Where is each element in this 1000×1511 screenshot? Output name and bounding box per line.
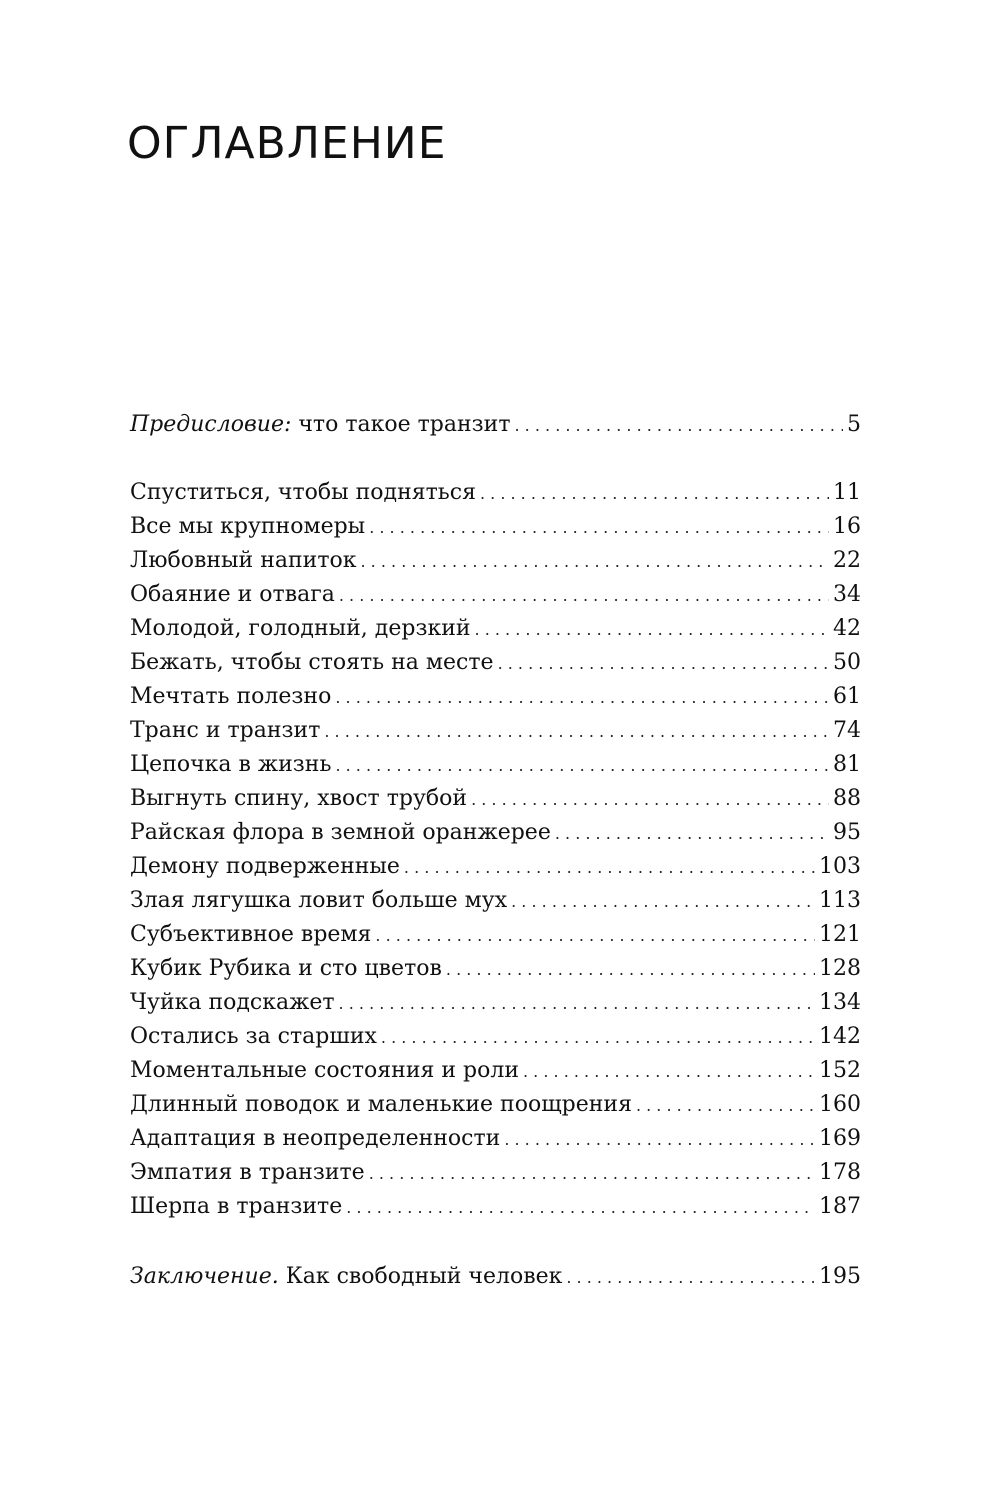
dot-leader <box>446 952 815 987</box>
toc-entry <box>130 544 861 578</box>
dot-leader <box>636 1088 815 1123</box>
dot-leader <box>339 986 815 1021</box>
toc-entry <box>130 578 861 612</box>
toc-entry-title: Эмпатия в транзите <box>130 1160 365 1185</box>
dot-leader <box>475 612 829 647</box>
toc-chapter-list <box>130 476 861 1224</box>
dot-leader <box>369 510 829 545</box>
toc-entry-title: Транс и транзит <box>130 718 321 743</box>
toc-entry-page: 88 <box>833 786 861 811</box>
toc-entry <box>130 986 861 1020</box>
toc-entry-title: Цепочка в жизнь <box>130 752 332 777</box>
dot-leader <box>471 782 829 817</box>
toc-entry <box>130 918 861 952</box>
toc-entry <box>130 680 861 714</box>
toc-entry <box>130 850 861 884</box>
toc-entry-page: 22 <box>833 548 861 573</box>
toc-entry-title: Злая лягушка ловит больше мух <box>130 888 508 913</box>
toc-entry-page: 113 <box>819 888 861 913</box>
toc-entry-title: Длинный поводок и маленькие поощрения <box>130 1092 632 1117</box>
dot-leader <box>375 918 815 953</box>
toc-entry-title-text: Как свободный человек <box>278 1264 563 1289</box>
toc-entry-page: 160 <box>819 1092 861 1117</box>
dot-leader <box>324 714 829 749</box>
dot-leader <box>335 748 829 783</box>
toc-entry-page: 134 <box>819 990 861 1015</box>
dot-leader <box>480 476 829 511</box>
toc-entry-conclusion <box>130 1260 861 1294</box>
toc-entry <box>130 612 861 646</box>
toc-entry-title <box>130 1260 562 1294</box>
toc-entry-page: 103 <box>819 854 861 879</box>
dot-leader <box>381 1020 815 1055</box>
dot-leader <box>369 1156 815 1191</box>
toc-entry-page: 142 <box>819 1024 861 1049</box>
dot-leader <box>511 884 815 919</box>
dot-leader <box>361 544 830 579</box>
toc-entry-page: 169 <box>819 1126 861 1151</box>
dot-leader <box>346 1190 815 1225</box>
toc-entry <box>130 1190 861 1224</box>
toc-entry-page: 178 <box>819 1160 861 1185</box>
dot-leader <box>515 408 844 443</box>
toc-entry-preface <box>130 408 861 442</box>
toc-entry <box>130 1156 861 1190</box>
toc-entry <box>130 1020 861 1054</box>
toc-entry <box>130 884 861 918</box>
dot-leader <box>335 680 829 715</box>
toc-entry-title: Выгнуть спину, хвост трубой <box>130 786 468 811</box>
toc-entry-page: 187 <box>819 1194 861 1219</box>
dot-leader <box>566 1260 815 1295</box>
toc-entry <box>130 1054 861 1088</box>
toc-entry <box>130 1122 861 1156</box>
toc-entry-page: 81 <box>833 752 861 777</box>
toc-entry-title: Бежать, чтобы стоять на месте <box>130 650 494 675</box>
toc-entry <box>130 816 861 850</box>
dot-leader <box>339 578 829 613</box>
toc-entry <box>130 646 861 680</box>
dot-leader <box>523 1054 815 1089</box>
toc-entry-page: 95 <box>833 820 861 845</box>
toc-entry-title: Мечтать полезно <box>130 684 332 709</box>
toc-entry <box>130 952 861 986</box>
dot-leader <box>504 1122 815 1157</box>
toc-entry-title: Райская флора в земной оранжерее <box>130 820 551 845</box>
toc-entry-title: Кубик Рубика и сто цветов <box>130 956 442 981</box>
toc-entry-title: Моментальные состояния и роли <box>130 1058 519 1083</box>
toc-entry-page: 74 <box>833 718 861 743</box>
toc-entry <box>130 476 861 510</box>
toc-entry-page: 42 <box>833 616 861 641</box>
toc-entry-page: 5 <box>847 412 861 437</box>
toc-entry-title <box>130 408 511 442</box>
dot-leader <box>555 816 829 851</box>
toc-entry-page: 61 <box>833 684 861 709</box>
toc-entry-page: 121 <box>819 922 861 947</box>
toc-entry <box>130 714 861 748</box>
toc-entry-label: Предисловие: <box>130 412 292 437</box>
toc-entry-title: Адаптация в неопределенности <box>130 1126 501 1151</box>
toc-entry-page: 152 <box>819 1058 861 1083</box>
toc-entry-title: Все мы крупномеры <box>130 514 366 539</box>
toc-entry-title: Спуститься, чтобы подняться <box>130 480 476 505</box>
toc-entry-page: 16 <box>833 514 861 539</box>
toc-entry-page: 11 <box>833 480 861 505</box>
toc-entry-title: Любовный напиток <box>130 548 357 573</box>
toc-entry-title: Молодой, голодный, дерзкий <box>130 616 471 641</box>
toc-entry-page: 34 <box>833 582 861 607</box>
toc-preface <box>130 408 861 442</box>
dot-leader <box>404 850 815 885</box>
toc-entry <box>130 510 861 544</box>
toc-entry-label: Заключение. <box>130 1264 279 1289</box>
toc-entry-title: Субъективное время <box>130 922 372 947</box>
toc-entry-title: Остались за старших <box>130 1024 377 1049</box>
toc-entry <box>130 748 861 782</box>
toc-entry-page: 50 <box>833 650 861 675</box>
toc-entry-title: Обаяние и отвага <box>130 582 335 607</box>
toc-entry-title-text: что такое транзит <box>291 412 511 437</box>
toc-conclusion <box>130 1260 861 1294</box>
toc-entry <box>130 1088 861 1122</box>
page-title: ОГЛАВЛЕНИЕ <box>127 118 447 169</box>
toc-entry-title: Чуйка подскажет <box>130 990 335 1015</box>
toc-entry <box>130 782 861 816</box>
toc-entry-page: 128 <box>819 956 861 981</box>
toc-entry-page: 195 <box>819 1264 861 1289</box>
toc-entry-title: Шерпа в транзите <box>130 1194 343 1219</box>
dot-leader <box>498 646 829 681</box>
toc-entry-title: Демону подверженные <box>130 854 400 879</box>
